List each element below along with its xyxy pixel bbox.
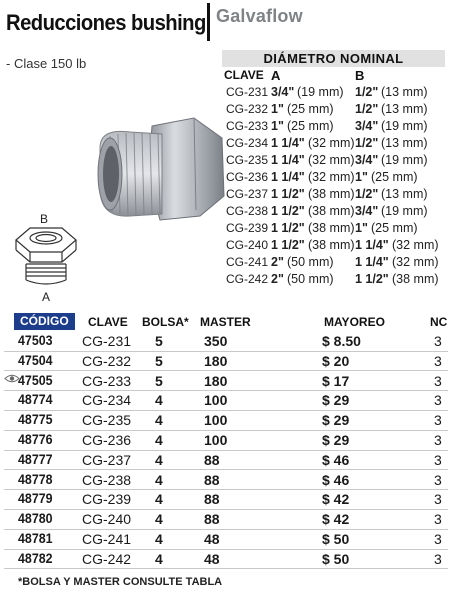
bolsa-cell: 4	[155, 432, 163, 448]
diameter-row	[222, 253, 445, 270]
diameter-table-title: DIÁMETRO NOMINAL	[222, 50, 445, 67]
diameter-a-mm: (32 mm)	[308, 170, 355, 184]
diameter-row	[222, 117, 445, 134]
bolsa-cell: 4	[155, 412, 163, 429]
master-cell: 350	[204, 333, 228, 349]
table-row	[4, 490, 448, 508]
diameter-b-mm: (38 mm)	[392, 272, 439, 286]
diameter-a-mm: (32 mm)	[308, 136, 355, 150]
diameter-b: 3/4"	[355, 153, 379, 167]
diameter-a-mm: (38 mm)	[308, 238, 355, 252]
diameter-b: 1/2"	[355, 85, 379, 99]
diameter-a-mm: (25 mm)	[287, 119, 334, 133]
table-row	[4, 550, 448, 568]
codigo-cell: 48780	[18, 511, 53, 527]
mayoreo-cell: $ 50	[322, 550, 350, 567]
diameter-b: 1"	[355, 170, 368, 184]
diameter-row	[222, 83, 445, 100]
table-row	[4, 431, 448, 449]
bolsa-cell: 4	[155, 511, 163, 528]
master-cell: 100	[204, 392, 228, 409]
mayoreo-cell: $ 17	[322, 372, 350, 389]
table-row	[4, 510, 448, 528]
diameter-table	[222, 50, 445, 287]
clave-cell: CG-231	[82, 333, 132, 349]
diameter-b-mm: (13 mm)	[381, 102, 428, 116]
diameter-a: 1 1/4"	[271, 170, 305, 184]
diameter-b-mm: (19 mm)	[381, 204, 428, 218]
table-row	[4, 332, 448, 350]
header-nc: NC	[430, 315, 448, 329]
diameter-row	[222, 134, 445, 151]
diameter-b: 3/4"	[355, 119, 379, 133]
header-bolsa: BOLSA*	[142, 315, 189, 329]
diameter-b: 1 1/4"	[355, 255, 389, 269]
clave-cell: CG-240	[82, 511, 132, 528]
clave-cell: CG-235	[82, 412, 132, 429]
diameter-b-mm: (32 mm)	[392, 255, 439, 269]
master-cell: 100	[204, 432, 228, 448]
master-cell: 48	[204, 550, 220, 567]
header-clave: CLAVE	[88, 315, 128, 329]
title-divider	[207, 3, 210, 41]
diameter-clave: CG-234	[226, 136, 269, 150]
bolsa-cell: 5	[155, 333, 163, 349]
diameter-a-mm: (25 mm)	[287, 102, 334, 116]
bolsa-cell: 4	[155, 550, 163, 567]
diameter-clave: CG-232	[226, 102, 269, 116]
diameter-b: 1 1/4"	[355, 238, 389, 252]
master-cell: 88	[204, 471, 220, 488]
pressure-class-note: - Clase 150 lb	[6, 56, 87, 71]
diameter-a-mm: (32 mm)	[308, 153, 355, 167]
diameter-a-mm: (50 mm)	[287, 255, 334, 269]
mayoreo-cell: $ 8.50	[322, 333, 361, 349]
diameter-b: 1"	[355, 221, 368, 235]
diameter-table-header	[222, 67, 445, 83]
brand-logo: Galvaflow	[216, 6, 303, 26]
codigo-cell: 48777	[18, 451, 53, 467]
nc-cell: 3	[434, 531, 442, 547]
product-table-header	[4, 313, 448, 330]
codigo-cell: 47503	[18, 333, 53, 348]
bolsa-cell: 4	[155, 491, 163, 508]
bushing-photo	[90, 108, 230, 228]
diameter-a: 1 1/2"	[271, 204, 305, 218]
nc-cell: 3	[434, 412, 442, 429]
diameter-row	[222, 236, 445, 253]
master-cell: 100	[204, 412, 228, 429]
codigo-cell: 48774	[18, 392, 53, 408]
table-row	[4, 471, 448, 489]
diameter-a-mm: (38 mm)	[308, 187, 355, 201]
diameter-clave: CG-235	[226, 153, 269, 167]
nc-cell: 3	[434, 471, 442, 488]
diameter-row	[222, 202, 445, 219]
diameter-b: 1/2"	[355, 102, 379, 116]
diameter-b: 3/4"	[355, 204, 379, 218]
codigo-cell: 47504	[18, 352, 53, 368]
header-codigo: CÓDIGO	[14, 313, 75, 330]
table-row	[4, 530, 448, 548]
diameter-clave: CG-240	[226, 238, 269, 252]
mayoreo-cell: $ 46	[322, 451, 350, 468]
diameter-row	[222, 185, 445, 202]
footnote: *BOLSA Y MASTER CONSULTE TABLA	[18, 576, 223, 588]
diameter-clave: CG-233	[226, 119, 269, 133]
diameter-a: 1 1/2"	[271, 238, 305, 252]
diameter-a: 1 1/4"	[271, 136, 305, 150]
bolsa-cell: 4	[155, 471, 163, 488]
diameter-a-mm: (50 mm)	[287, 272, 334, 286]
clave-cell: CG-236	[82, 432, 132, 448]
bolsa-cell: 5	[155, 372, 163, 389]
table-row	[4, 372, 448, 390]
diameter-a: 2"	[271, 272, 284, 286]
nc-cell: 3	[434, 392, 442, 409]
diameter-clave: CG-231	[226, 85, 269, 99]
diameter-b-mm: (13 mm)	[381, 187, 428, 201]
diameter-row	[222, 151, 445, 168]
diameter-a-mm: (19 mm)	[297, 85, 344, 99]
clave-cell: CG-238	[82, 471, 132, 488]
diameter-b: 1/2"	[355, 187, 379, 201]
nc-cell: 3	[434, 511, 442, 528]
diameter-b: 1/2"	[355, 136, 379, 150]
diameter-clave: CG-238	[226, 204, 269, 218]
diameter-a-mm: (38 mm)	[308, 221, 355, 235]
nc-cell: 3	[434, 372, 442, 389]
header-clave: CLAVE	[224, 68, 264, 82]
codigo-cell: 48779	[18, 491, 53, 507]
diameter-b-mm: (13 mm)	[381, 136, 428, 150]
mayoreo-cell: $ 50	[322, 531, 350, 547]
nc-cell: 3	[434, 352, 442, 369]
header-mayoreo: MAYOREO	[324, 315, 385, 329]
diameter-row	[222, 168, 445, 185]
diameter-b-mm: (25 mm)	[371, 170, 418, 184]
nc-cell: 3	[434, 333, 442, 349]
master-cell: 180	[204, 372, 228, 389]
diameter-row	[222, 219, 445, 236]
master-cell: 88	[204, 491, 220, 508]
clave-cell: CG-237	[82, 451, 132, 468]
bolsa-cell: 5	[155, 352, 163, 369]
codigo-cell: 48778	[18, 471, 53, 487]
codigo-cell: 48781	[18, 531, 53, 546]
diameter-row	[222, 100, 445, 117]
table-row	[4, 411, 448, 429]
diameter-a-mm: (38 mm)	[308, 204, 355, 218]
table-row	[4, 352, 448, 370]
diameter-clave: CG-241	[226, 255, 269, 269]
table-row	[4, 391, 448, 409]
diagram-label-b: B	[40, 212, 49, 226]
table-row	[4, 451, 448, 469]
nc-cell: 3	[434, 432, 442, 448]
header-a: A	[271, 68, 281, 83]
header-master: MASTER	[200, 315, 251, 329]
diameter-clave: CG-237	[226, 187, 269, 201]
diameter-clave: CG-242	[226, 272, 269, 286]
clave-cell: CG-233	[82, 372, 132, 389]
codigo-cell: 48776	[18, 432, 53, 447]
page-title: Reducciones bushing	[6, 10, 206, 35]
mayoreo-cell: $ 42	[322, 491, 350, 508]
bolsa-cell: 4	[155, 531, 163, 547]
diameter-clave: CG-239	[226, 221, 269, 235]
clave-cell: CG-242	[82, 550, 132, 567]
diameter-row	[222, 270, 445, 287]
row-divider	[4, 568, 448, 569]
diameter-b-mm: (19 mm)	[381, 119, 428, 133]
nc-cell: 3	[434, 491, 442, 508]
mayoreo-cell: $ 42	[322, 511, 350, 528]
clave-cell: CG-239	[82, 491, 132, 508]
mayoreo-cell: $ 20	[322, 352, 350, 369]
clave-cell: CG-234	[82, 392, 132, 409]
diameter-b-mm: (13 mm)	[381, 85, 428, 99]
mayoreo-cell: $ 29	[322, 432, 350, 448]
master-cell: 48	[204, 531, 220, 547]
diagram-label-a: A	[42, 290, 51, 304]
master-cell: 180	[204, 352, 228, 369]
diameter-a: 1 1/2"	[271, 187, 305, 201]
diameter-clave: CG-236	[226, 170, 269, 184]
mayoreo-cell: $ 29	[322, 392, 350, 409]
diameter-b-mm: (32 mm)	[392, 238, 439, 252]
diameter-a: 1 1/4"	[271, 153, 305, 167]
bolsa-cell: 4	[155, 451, 163, 468]
header-b: B	[355, 68, 365, 83]
master-cell: 88	[204, 451, 220, 468]
diameter-b-mm: (19 mm)	[381, 153, 428, 167]
diameter-a: 1 1/2"	[271, 221, 305, 235]
diameter-a: 1"	[271, 119, 284, 133]
diameter-b: 1 1/2"	[355, 272, 389, 286]
diameter-a: 1"	[271, 102, 284, 116]
codigo-cell: 48782	[18, 550, 53, 566]
clave-cell: CG-232	[82, 352, 132, 369]
bolsa-cell: 4	[155, 392, 163, 409]
eye-icon[interactable]	[4, 373, 20, 384]
mayoreo-cell: $ 29	[322, 412, 350, 429]
master-cell: 88	[204, 511, 220, 528]
diameter-b-mm: (25 mm)	[371, 221, 418, 235]
diameter-a: 2"	[271, 255, 284, 269]
mayoreo-cell: $ 46	[322, 471, 350, 488]
nc-cell: 3	[434, 550, 442, 567]
diameter-a: 3/4"	[271, 85, 295, 99]
codigo-cell: 47505	[18, 372, 53, 388]
codigo-cell: 48775	[18, 412, 53, 428]
nc-cell: 3	[434, 451, 442, 468]
clave-cell: CG-241	[82, 531, 132, 547]
